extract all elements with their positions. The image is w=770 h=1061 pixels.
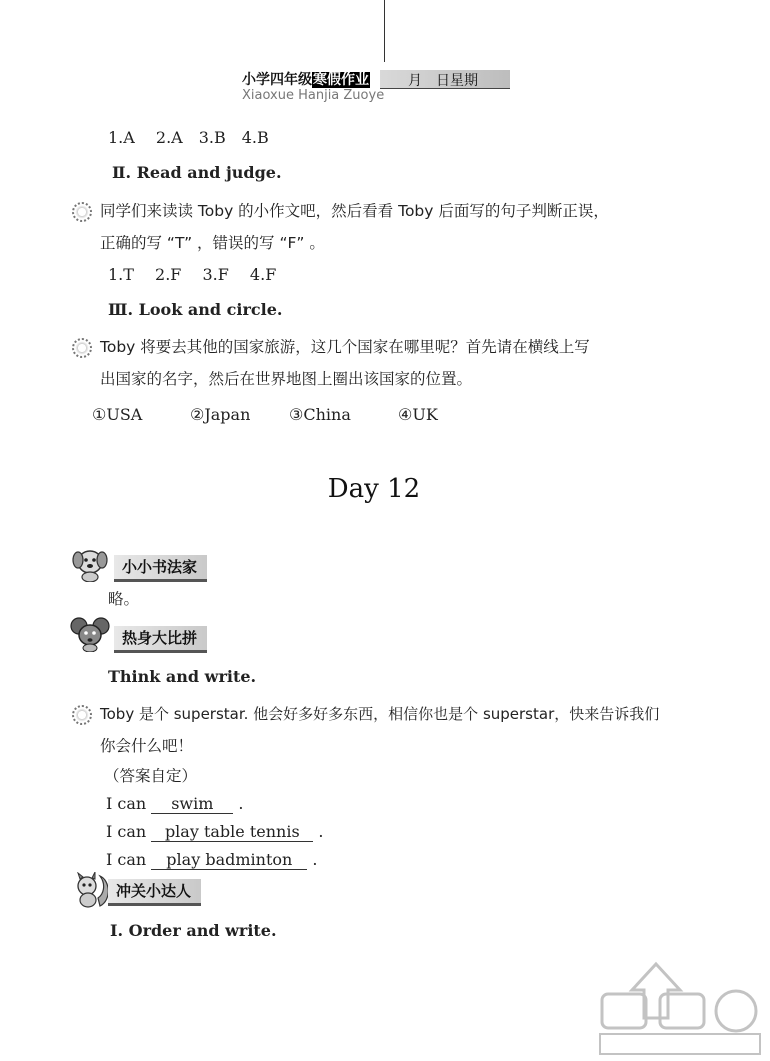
header-title [242,69,370,89]
header-title-prefix: 小学四年级 [242,72,312,88]
warmup-note: （答案自定） [104,767,198,785]
section-3-instruction-line1: Toby 将要去其他的国家旅游，这几个国家在哪里呢？首先请在横线上写 [100,338,590,356]
calligraphy-label: 小小书法家 [114,555,207,582]
answer-line-suffix: . [318,822,324,841]
answer-line-prefix: I can [106,822,147,841]
answer-line-prefix: I can [106,850,147,869]
calligraphy-answer: 略。 [108,590,140,608]
section-3-heading: Ⅲ. Look and circle. [108,300,283,319]
warmup-instruction-line2: 你会什么吧！ [100,737,194,755]
answer-blank: play table tennis [151,823,313,842]
sun-icon [72,202,92,222]
day-title: Day 12 [327,474,421,504]
challenge-heading: Ⅰ. Order and write. [110,921,277,940]
country-item: ②Japan [190,405,251,424]
answer-line-prefix: I can [106,794,147,813]
answer-blank: swim [151,795,233,814]
country-item: ③China [289,405,351,424]
answer-line [106,850,318,870]
country-item: ①USA [92,405,143,424]
answer-line [106,822,324,842]
sun-icon [72,338,92,358]
country-item: ④UK [398,405,438,424]
watermark-logo [596,960,766,1056]
header-date-fields: 月 日星期 [408,73,478,89]
section-2-answers: 1.T 2.F 3.F 4.F [108,265,277,284]
answers-section-1: 1.A 2.A 3.B 4.B [108,128,269,147]
section-2-instruction-line2: 正确的写 “T” ，错误的写 “F” 。 [100,234,325,252]
answer-line-suffix: . [238,794,244,813]
squirrel-mascot-icon [70,872,110,908]
section-2-instruction-line1: 同学们来读读 Toby 的小作文吧，然后看看 Toby 后面写的句子判断正误， [100,202,609,220]
section-3-instruction-line2: 出国家的名字，然后在世界地图上圈出该国家的位置。 [100,370,473,388]
header-divider-line [384,0,385,62]
challenge-label: 冲关小达人 [108,879,201,906]
section-2-heading: Ⅱ. Read and judge. [112,163,282,182]
mouse-mascot-icon [70,616,110,652]
dog-mascot-icon [70,546,110,582]
warmup-label: 热身大比拼 [114,626,207,653]
warmup-instruction-line1: Toby 是个 superstar. 他会好多好多东西，相信你也是个 superstar，快来告诉我们 [100,705,660,723]
header-title-highlight: 寒假作业 [313,72,369,88]
header-pinyin: Xiaoxue Hanjia Zuoye [242,88,385,103]
answer-line-suffix: . [312,850,318,869]
answer-blank: play badminton [151,851,307,870]
answer-line [106,794,244,814]
warmup-heading: Think and write. [108,667,257,686]
sun-icon [72,705,92,725]
